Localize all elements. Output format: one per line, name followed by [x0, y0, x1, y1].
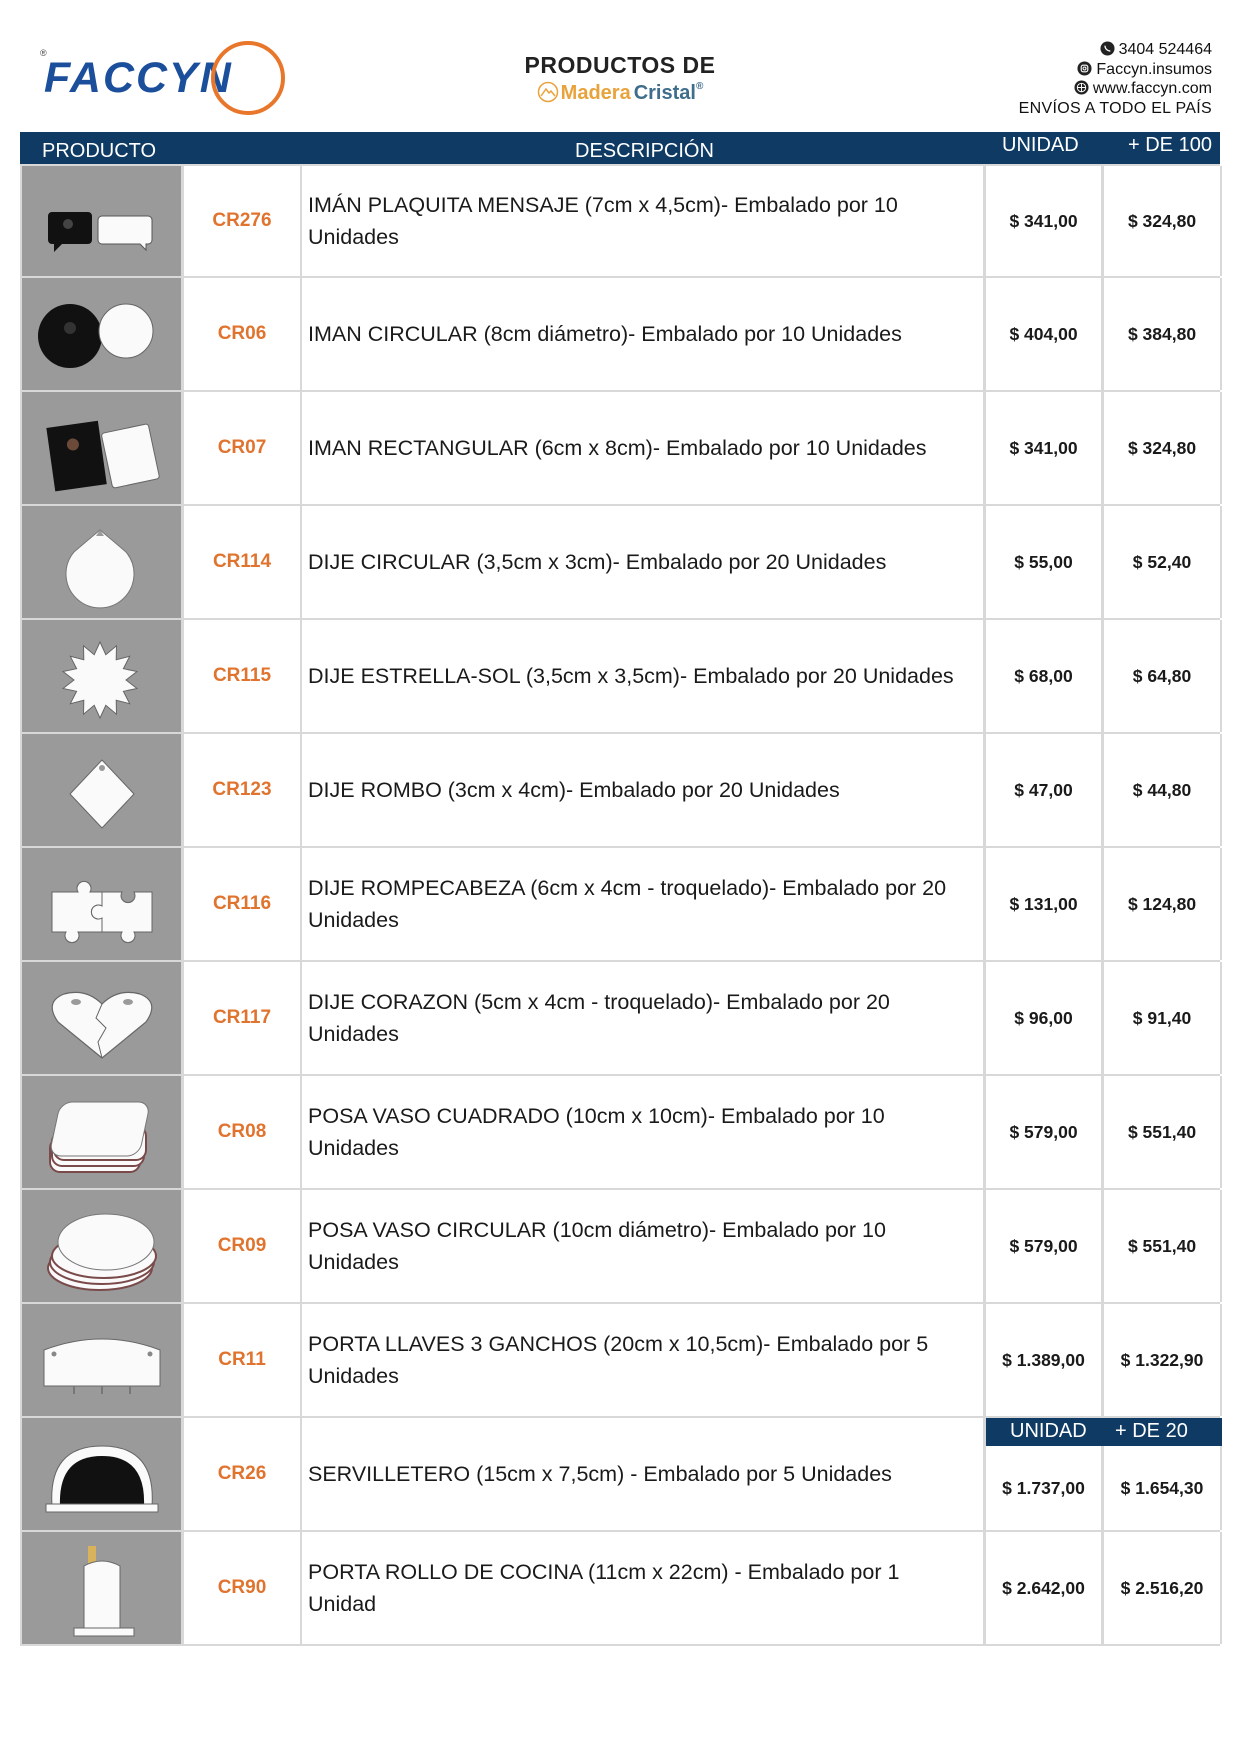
- catalog-title: [470, 52, 770, 105]
- unit-price: $ 341,00: [986, 166, 1104, 276]
- phone-row: [1019, 40, 1212, 60]
- round-pendant-icon: [22, 506, 179, 616]
- brand-line: [470, 81, 770, 105]
- mountain-icon: [537, 81, 559, 103]
- product-description: DIJE ROMPECABEZA (6cm x 4cm - troquelado)- Embalado por 20 Unidades: [302, 848, 986, 960]
- table-row: [22, 1076, 1220, 1190]
- circle-magnet-icon: [22, 278, 179, 388]
- product-description: DIJE CIRCULAR (3,5cm x 3cm)- Embalado por 20 Unidades: [302, 506, 986, 618]
- round-coaster-icon: [22, 1190, 179, 1300]
- unit-price: $ 131,00: [986, 848, 1104, 960]
- bulk-price: $ 64,80: [1104, 620, 1222, 732]
- table-row: [22, 506, 1220, 620]
- phone-number: 3404 524464: [1118, 41, 1212, 58]
- table-row: [22, 1190, 1220, 1304]
- table-row: [22, 848, 1220, 962]
- table-row: [22, 278, 1220, 392]
- product-code: CR08: [184, 1076, 302, 1188]
- unit-price: $ 1.737,00: [986, 1418, 1104, 1530]
- product-code: CR09: [184, 1190, 302, 1302]
- unit-price: $ 2.642,00: [986, 1532, 1104, 1644]
- faccyn-logo: [38, 36, 288, 120]
- table-row: [22, 1304, 1220, 1418]
- bulk-price: $ 551,40: [1104, 1190, 1222, 1302]
- product-description: IMAN CIRCULAR (8cm diámetro)- Embalado por 10 Unidades: [302, 278, 986, 390]
- website-row: [1019, 79, 1212, 99]
- brand-cristal: Cristal: [633, 82, 696, 104]
- globe-icon: [1074, 80, 1089, 95]
- paper-roll-holder-icon: [22, 1532, 179, 1642]
- bulk-price: $ 2.516,20: [1104, 1532, 1222, 1644]
- product-image: [22, 506, 184, 618]
- product-code: CR06: [184, 278, 302, 390]
- product-description: POSA VASO CUADRADO (10cm x 10cm)- Embalado por 10 Unidades: [302, 1076, 986, 1188]
- bulk-subheader: [986, 1418, 1222, 1446]
- col-bulk-price: + DE 100: [1128, 134, 1212, 156]
- square-coaster-icon: [22, 1076, 179, 1186]
- product-image: [22, 1532, 184, 1644]
- product-image: [22, 1418, 184, 1530]
- col-unit-price: UNIDAD: [1002, 134, 1079, 156]
- instagram-icon: [1077, 61, 1092, 76]
- bulk-price: $ 124,80: [1104, 848, 1222, 960]
- title-line: PRODUCTOS DE: [524, 52, 716, 78]
- product-image: [22, 962, 184, 1074]
- product-description: SERVILLETERO (15cm x 7,5cm) - Embalado por 5 Unidades: [302, 1418, 986, 1530]
- product-code: CR11: [184, 1304, 302, 1416]
- table-header: [20, 132, 1220, 164]
- product-code: CR115: [184, 620, 302, 732]
- registered-mark: ®: [40, 48, 47, 58]
- unit-price: $ 341,00: [986, 392, 1104, 504]
- puzzle-pendant-icon: [22, 848, 179, 958]
- col-description: DESCRIPCIÓN: [575, 140, 714, 162]
- col-product: PRODUCTO: [42, 140, 157, 162]
- unit-price: $ 579,00: [986, 1076, 1104, 1188]
- page-header: [0, 0, 1240, 130]
- product-description: DIJE CORAZON (5cm x 4cm - troquelado)- Embalado por 20 Unidades: [302, 962, 986, 1074]
- unit-price: $ 404,00: [986, 278, 1104, 390]
- contact-block: [1019, 40, 1212, 118]
- bulk-price: $ 551,40: [1104, 1076, 1222, 1188]
- product-code: CR114: [184, 506, 302, 618]
- product-image: [22, 278, 184, 390]
- logo-text: FACCYN: [44, 54, 233, 102]
- product-code: CR90: [184, 1532, 302, 1644]
- rhombus-pendant-icon: [22, 734, 179, 844]
- bulk-price: $ 44,80: [1104, 734, 1222, 846]
- table-row: [22, 1418, 1220, 1532]
- product-image: [22, 1190, 184, 1302]
- product-image: [22, 620, 184, 732]
- product-description: IMÁN PLAQUITA MENSAJE (7cm x 4,5cm)- Embalado por 10 Unidades: [302, 166, 986, 276]
- whatsapp-icon: [1100, 41, 1115, 56]
- sub-col-bulk: + DE 20: [1115, 1420, 1188, 1442]
- product-description: PORTA LLAVES 3 GANCHOS (20cm x 10,5cm)- Embalado por 5 Unidades: [302, 1304, 986, 1416]
- bulk-price: $ 324,80: [1104, 392, 1222, 504]
- product-code: CR123: [184, 734, 302, 846]
- brand-registered-mark: ®: [695, 81, 704, 92]
- table-body: [20, 164, 1220, 1646]
- bulk-price: $ 91,40: [1104, 962, 1222, 1074]
- instagram-row: [1019, 60, 1212, 80]
- bulk-price: $ 324,80: [1104, 166, 1222, 276]
- unit-price: $ 1.389,00: [986, 1304, 1104, 1416]
- product-description: DIJE ROMBO (3cm x 4cm)- Embalado por 20 Unidades: [302, 734, 986, 846]
- shipping-note: ENVÍOS A TODO EL PAÍS: [1018, 99, 1212, 117]
- product-description: IMAN RECTANGULAR (6cm x 8cm)- Embalado por 10 Unidades: [302, 392, 986, 504]
- product-image: [22, 1304, 184, 1416]
- bulk-price: $ 1.654,30: [1104, 1418, 1222, 1530]
- bulk-price: $ 1.322,90: [1104, 1304, 1222, 1416]
- product-description: POSA VASO CIRCULAR (10cm diámetro)- Embalado por 10 Unidades: [302, 1190, 986, 1302]
- logo-ring-icon: [211, 41, 285, 115]
- unit-price: $ 47,00: [986, 734, 1104, 846]
- instagram-handle: Faccyn.insumos: [1096, 60, 1212, 78]
- product-code: CR276: [184, 166, 302, 276]
- table-row: [22, 620, 1220, 734]
- table-row: [22, 1532, 1220, 1646]
- product-code: CR26: [184, 1418, 302, 1530]
- unit-price: $ 68,00: [986, 620, 1104, 732]
- bulk-price: $ 384,80: [1104, 278, 1222, 390]
- table-row: [22, 962, 1220, 1076]
- napkin-holder-icon: [22, 1418, 179, 1528]
- sub-col-unit: UNIDAD: [1010, 1420, 1087, 1442]
- speech-magnet-icon: [22, 166, 179, 276]
- unit-price: $ 55,00: [986, 506, 1104, 618]
- product-image: [22, 166, 184, 276]
- brand-madera: Madera: [560, 82, 631, 104]
- product-code: CR116: [184, 848, 302, 960]
- unit-price: $ 579,00: [986, 1190, 1104, 1302]
- heart-pendant-icon: [22, 962, 179, 1072]
- product-description: PORTA ROLLO DE COCINA (11cm x 22cm) - Embalado por 1 Unidad: [302, 1532, 986, 1644]
- website-link[interactable]: www.faccyn.com: [1092, 80, 1212, 97]
- product-code: CR07: [184, 392, 302, 504]
- product-image: [22, 392, 184, 504]
- table-row: [22, 164, 1220, 278]
- product-image: [22, 848, 184, 960]
- product-code: CR117: [184, 962, 302, 1074]
- table-row: [22, 734, 1220, 848]
- product-image: [22, 734, 184, 846]
- price-table: [20, 132, 1220, 1646]
- table-row: [22, 392, 1220, 506]
- product-description: DIJE ESTRELLA-SOL (3,5cm x 3,5cm)- Embalado por 20 Unidades: [302, 620, 986, 732]
- bulk-price: $ 52,40: [1104, 506, 1222, 618]
- key-holder-icon: [22, 1304, 179, 1414]
- rect-magnet-icon: [22, 392, 179, 502]
- product-image: [22, 1076, 184, 1188]
- sun-pendant-icon: [22, 620, 179, 730]
- unit-price: $ 96,00: [986, 962, 1104, 1074]
